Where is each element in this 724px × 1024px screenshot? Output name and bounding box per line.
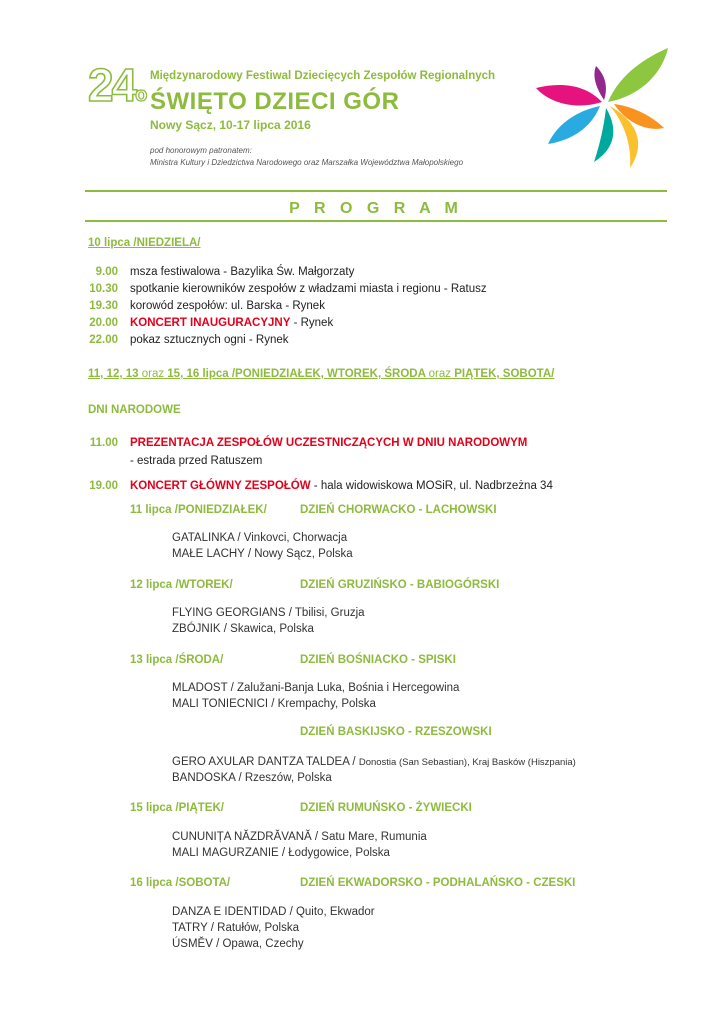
patronage-text: Ministra Kultury i Dziedzictwa Narodowego oraz Marszałka Województwa Małopolskiego <box>150 158 464 167</box>
ensemble-entry: MLADOST / Zalužani-Banja Luka, Bośnia i Hercegowina <box>172 682 460 694</box>
presentation-title: PREZENTACJA ZESPOŁÓW UCZESTNICZĄCYCH W DNIU NARODOWYM <box>130 437 528 449</box>
schedule-day-name: DZIEŃ BASKIJSKO - RZESZOWSKI <box>300 726 492 738</box>
event-text: pokaz sztucznych ogni - Rynek <box>130 334 289 346</box>
schedule-day-name: DZIEŃ GRUZIŃSKO - BABIOGÓRSKI <box>300 579 500 591</box>
event-time: 22.00 <box>89 334 118 346</box>
ensemble-entry: BANDOSKA / Rzeszów, Polska <box>172 772 332 784</box>
day1-heading: 10 lipca /NIEDZIELA/ <box>88 237 201 249</box>
event-time: 19.30 <box>89 300 118 312</box>
event-time: 11.00 <box>89 437 118 449</box>
ensemble-entry: MALI TONIECNICI / Krempachy, Polska <box>172 698 376 710</box>
days2-heading: 11, 12, 13 oraz 15, 16 lipca /PONIEDZIAŁEK, WTOREK, ŚRODA oraz PIĄTEK, SOBOTA/ <box>88 368 555 380</box>
schedule-date: 12 lipca /WTOREK/ <box>130 579 233 591</box>
ensemble-entry: TATRY / Ratułów, Polska <box>172 922 299 934</box>
event-text: spotkanie kierowników zespołów z władzami miasta i regionu - Ratusz <box>130 283 487 295</box>
event-text: korowód zespołów: ul. Barska - Rynek <box>130 300 325 312</box>
event-time: 20.00 <box>89 317 118 329</box>
divider-bottom <box>85 220 667 222</box>
schedule-day-name: DZIEŃ BOŚNIACKO - SPISKI <box>300 654 456 666</box>
logo-petal-teal <box>594 108 613 162</box>
ensemble-entry: FLYING GEORGIANS / Tbilisi, Gruzja <box>172 607 365 619</box>
schedule-date: 16 lipca /SOBOTA/ <box>130 877 231 889</box>
ensemble-entry: ÚSMĚV / Opawa, Czechy <box>172 938 304 950</box>
logo-petal-purple <box>594 66 606 100</box>
logo-petal-blue <box>548 106 600 144</box>
national-days-heading: DNI NARODOWE <box>88 404 181 416</box>
divider-top <box>85 190 667 192</box>
schedule-date: 15 lipca /PIĄTEK/ <box>130 802 224 814</box>
ensemble-entry: GATALINKA / Vinkovci, Chorwacja <box>172 532 348 544</box>
event-time: 10.30 <box>89 283 118 295</box>
ensemble-entry: MAŁE LACHY / Nowy Sącz, Polska <box>172 548 353 560</box>
schedule-date: 11 lipca /PONIEDZIAŁEK/ <box>130 504 267 516</box>
event-text-highlight: KONCERT INAUGURACYJNY - Rynek <box>130 317 334 329</box>
ensemble-entry: ZBÓJNIK / Skawica, Polska <box>172 623 314 635</box>
schedule-day-name: DZIEŃ RUMUŃSKO - ŻYWIECKI <box>300 802 472 814</box>
edition-ordinal-suffix: o <box>135 84 146 106</box>
festival-name: Międzynarodowy Festiwal Dziecięcych Zespołów Regionalnych <box>150 70 496 82</box>
event-time: 9.00 <box>95 266 118 278</box>
logo-petal-green <box>608 48 668 102</box>
schedule-date: 13 lipca /ŚRODA/ <box>130 654 224 666</box>
ensemble-entry: GERO AXULAR DANTZA TALDEA / Donostia (San Sebastian), Kraj Basków (Hiszpania) <box>172 756 576 768</box>
festival-edition-number: 24o <box>88 59 146 111</box>
schedule-day-name: DZIEŃ EKWADORSKO - PODHALAŃSKO - CZESKI <box>300 877 576 889</box>
page-title: ŚWIĘTO DZIECI GÓR <box>150 88 400 115</box>
ensemble-entry: CUNUNIȚA NĂZDRĂVANĂ / Satu Mare, Rumunia <box>172 831 427 843</box>
event-text: msza festiwalowa - Bazylika Św. Małgorzaty <box>130 266 355 278</box>
patronage-label: pod honorowym patronatem: <box>150 146 252 155</box>
ensemble-location-small: Donostia (San Sebastian), Kraj Basków (Hiszpania) <box>358 757 576 768</box>
schedule-day-name: DZIEŃ CHORWACKO - LACHOWSKI <box>300 504 497 516</box>
festival-dates: Nowy Sącz, 10-17 lipca 2016 <box>150 118 311 132</box>
logo-petal-magenta <box>536 85 602 106</box>
ensemble-entry: DANZA E IDENTIDAD / Quito, Ekwador <box>172 906 375 918</box>
event-time: 19.00 <box>89 480 118 492</box>
presentation-place: - estrada przed Ratuszem <box>130 455 263 467</box>
festival-logo <box>530 44 670 174</box>
program-heading: P R O G R A M <box>289 200 463 217</box>
main-concert: KONCERT GŁÓWNY ZESPOŁÓW - hala widowiskowa MOSiR, ul. Nadbrzeżna 34 <box>130 480 553 492</box>
ensemble-entry: MALI MAGURZANIE / Łodygowice, Polska <box>172 847 390 859</box>
inaugural-concert: KONCERT INAUGURACYJNY <box>130 317 291 329</box>
